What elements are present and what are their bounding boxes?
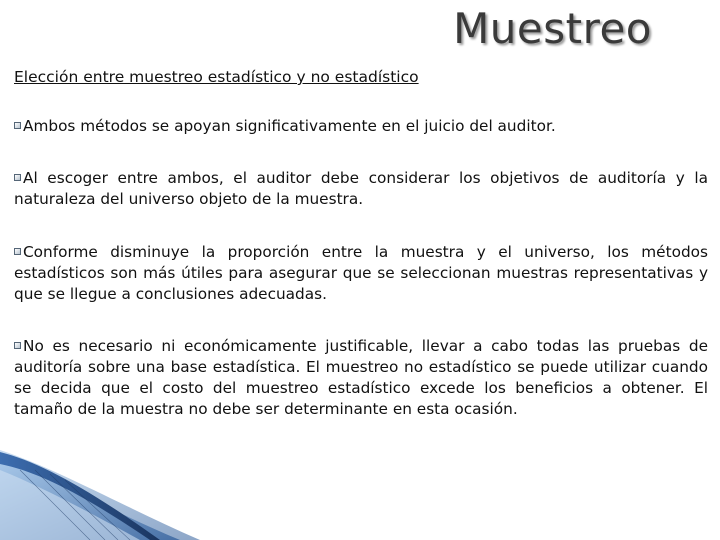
bullet-text: No es necesario ni económicamente justificable, llevar a cabo todas las pruebas de auditoría sobre una base estadística. El muestreo no estadístico se puede utilizar cuando se decida que el costo del muestreo estadístico excede los beneficios a obtener. El tamaño de la muestra no debe ser determinante en esta ocasión. (14, 337, 708, 418)
bullet-item (14, 336, 708, 420)
bullet-item (14, 116, 708, 137)
bullet-item (14, 242, 708, 305)
slide-title: Muestreo (453, 4, 652, 53)
bullet-text: Al escoger entre ambos, el auditor debe considerar los objetivos de auditoría y la naturaleza del universo objeto de la muestra. (14, 169, 708, 208)
square-bullet-icon (14, 342, 21, 349)
slide-subtitle: Elección entre muestreo estadístico y no estadístico (14, 68, 419, 86)
corner-wave-decoration (0, 440, 720, 540)
square-bullet-icon (14, 174, 21, 181)
bullet-text: Ambos métodos se apoyan significativamente en el juicio del auditor. (23, 117, 556, 135)
square-bullet-icon (14, 248, 21, 255)
square-bullet-icon (14, 122, 21, 129)
bullet-item (14, 168, 708, 210)
bullet-text: Conforme disminuye la proporción entre la muestra y el universo, los métodos estadísticos son más útiles para asegurar que se seleccionan muestras representativas y que se llegue a conclusiones adecuadas. (14, 243, 708, 303)
